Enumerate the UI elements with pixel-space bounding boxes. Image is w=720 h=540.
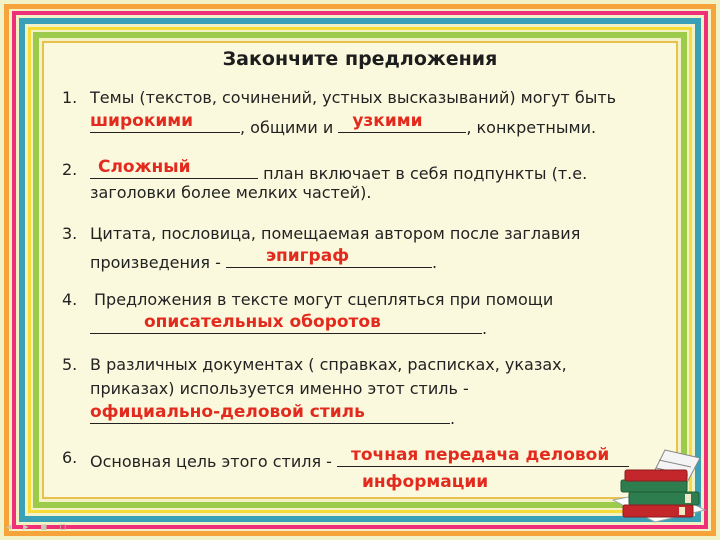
answer-blank[interactable]: [90, 111, 240, 133]
answer-blank[interactable]: [338, 111, 466, 133]
item-text: В различных документах ( справках, расписках, указах,: [90, 355, 567, 374]
answer-text: узкими: [352, 111, 423, 131]
answer-text: Сложный: [98, 157, 191, 177]
answer-text: эпиграф: [265, 246, 350, 266]
item-6-line-2: [362, 472, 488, 492]
item-text: приказах) используется именно этот стиль -: [90, 379, 469, 398]
page-title: Закончите предложения: [222, 48, 498, 70]
item-number: 2.: [62, 160, 78, 179]
item-number: 1.: [62, 88, 78, 107]
item-text: .: [482, 319, 488, 338]
answer-text: точная передача деловой: [351, 445, 610, 465]
item-text: произведения -: [90, 253, 221, 272]
answer-blank[interactable]: [90, 312, 482, 334]
answer-text: официально-деловой стиль: [90, 402, 365, 422]
item-text: , общими и: [240, 118, 334, 137]
answer-text: широкими: [90, 111, 194, 131]
item-text: , конкретными.: [466, 118, 597, 137]
item-text: .: [450, 409, 456, 428]
answer-blank[interactable]: [90, 157, 258, 179]
item-number: 6.: [62, 448, 78, 467]
slide-nav-icons[interactable]: ◂ ▸ ▪ ▫: [6, 520, 71, 533]
item-text: Предложения в тексте могут сцепляться при помощи: [94, 290, 554, 309]
answer-blank[interactable]: [226, 246, 432, 268]
item-number: 5.: [62, 355, 78, 374]
item-number: 3.: [62, 224, 78, 243]
item-text: Основная цель этого стиля -: [90, 452, 332, 471]
answer-text: описательных оборотов: [144, 312, 381, 332]
answer-blank[interactable]: [337, 445, 629, 467]
item-text: заголовки более мелких частей).: [90, 183, 372, 202]
answer-text: информации: [362, 472, 489, 492]
item-number: 4.: [62, 290, 78, 309]
item-text: Темы (текстов, сочинений, устных высказываний) могут быть: [90, 88, 617, 107]
answer-blank[interactable]: [90, 402, 450, 424]
books-stack-icon: [605, 430, 715, 530]
item-text: план включает в себя подпункты (т.е.: [263, 164, 588, 183]
item-text: .: [431, 253, 438, 272]
item-text: Цитата, пословица, помещаемая автором после заглавия: [90, 224, 581, 243]
